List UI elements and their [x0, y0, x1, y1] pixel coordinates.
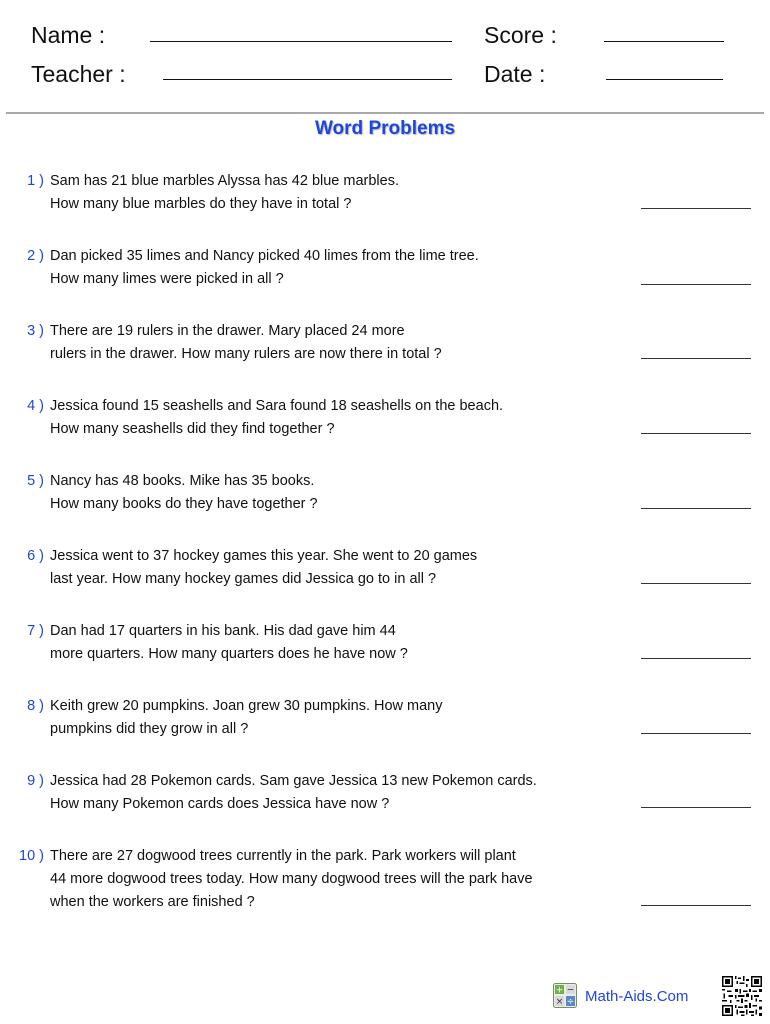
- answer-blank[interactable]: [641, 658, 751, 659]
- problem-text-line: Dan had 17 quarters in his bank. His dad gave him 44: [50, 623, 396, 639]
- problem-number: 7 ): [27, 623, 44, 639]
- problem-number: 3 ): [27, 323, 44, 339]
- date-field[interactable]: [606, 79, 723, 80]
- problem-text-line: Jessica had 28 Pokemon cards. Sam gave Jessica 13 new Pokemon cards.: [50, 773, 537, 789]
- problem-text-line: Keith grew 20 pumpkins. Joan grew 30 pumpkins. How many: [50, 698, 443, 714]
- answer-blank[interactable]: [641, 733, 751, 734]
- calculator-icon: [553, 983, 577, 1008]
- problem-number: 10 ): [19, 848, 44, 864]
- problem-text: [50, 545, 477, 591]
- problem-text-line: There are 19 rulers in the drawer. Mary placed 24 more: [50, 323, 405, 339]
- problem-number: 8 ): [27, 698, 44, 714]
- problem-number: 6 ): [27, 548, 44, 564]
- problem-text-line: when the workers are finished ?: [50, 894, 255, 910]
- worksheet-title: Word Problems: [314, 118, 456, 139]
- problem-number: 4 ): [27, 398, 44, 414]
- problem-text-line: Dan picked 35 limes and Nancy picked 40 limes from the lime tree.: [50, 248, 479, 264]
- answer-blank[interactable]: [641, 208, 751, 209]
- problem-number: 9 ): [27, 773, 44, 789]
- problem-text: [50, 620, 408, 666]
- header-divider: [6, 112, 764, 114]
- problem-text-line: Nancy has 48 books. Mike has 35 books.: [50, 473, 315, 489]
- problem-text-line: There are 27 dogwood trees currently in the park. Park workers will plant: [50, 848, 516, 864]
- date-label: Date :: [484, 61, 546, 87]
- problem-text-line: How many limes were picked in all ?: [50, 271, 284, 287]
- problem-text: [50, 170, 399, 216]
- name-label: Name :: [31, 22, 106, 48]
- problem-text-line: rulers in the drawer. How many rulers are now there in total ?: [50, 346, 442, 362]
- teacher-label: Teacher :: [31, 61, 126, 87]
- problem-text: [50, 470, 318, 516]
- problem-text-line: pumpkins did they grow in all ?: [50, 721, 249, 737]
- answer-blank[interactable]: [641, 358, 751, 359]
- problem-number: 1 ): [27, 173, 44, 189]
- problem-text-line: How many blue marbles do they have in total ?: [50, 196, 352, 212]
- problem-text-line: Jessica found 15 seashells and Sara found 18 seashells on the beach.: [50, 398, 504, 414]
- answer-blank[interactable]: [641, 284, 751, 285]
- problem-text-line: more quarters. How many quarters does he have now ?: [50, 646, 408, 662]
- problem-text-line: How many books do they have together ?: [50, 496, 318, 512]
- problem-text-line: How many Pokemon cards does Jessica have now ?: [50, 796, 390, 812]
- name-field[interactable]: [150, 41, 452, 42]
- svg-text:+: +: [555, 985, 564, 996]
- teacher-field[interactable]: [163, 79, 452, 80]
- answer-blank[interactable]: [641, 583, 751, 584]
- svg-text:÷: ÷: [566, 997, 575, 1007]
- answer-blank[interactable]: [641, 807, 751, 808]
- problem-text-line: Jessica went to 37 hockey games this year. She went to 20 games: [50, 548, 478, 564]
- qr-code-icon: [722, 976, 762, 1016]
- problem-number: 2 ): [27, 248, 44, 264]
- problem-text: [50, 695, 443, 741]
- problem-number: 5 ): [27, 473, 44, 489]
- answer-blank[interactable]: [641, 508, 751, 509]
- problem-text-line: 44 more dogwood trees today. How many dogwood trees will the park have: [50, 871, 533, 887]
- problem-text: [50, 845, 533, 914]
- problem-text: [50, 320, 442, 366]
- score-field[interactable]: [604, 41, 724, 42]
- svg-text:−: −: [566, 985, 575, 996]
- site-logo[interactable]: Math-Aids.Com: [585, 988, 689, 1005]
- problem-text-line: Sam has 21 blue marbles Alyssa has 42 blue marbles.: [50, 173, 399, 189]
- score-label: Score :: [484, 22, 557, 48]
- problem-text-line: How many seashells did they find together ?: [50, 421, 335, 437]
- problem-text-line: last year. How many hockey games did Jessica go to in all ?: [50, 571, 437, 587]
- problem-text: [50, 770, 537, 816]
- answer-blank[interactable]: [641, 905, 751, 906]
- svg-text:×: ×: [555, 997, 564, 1007]
- problem-text: [50, 245, 479, 291]
- answer-blank[interactable]: [641, 433, 751, 434]
- problem-text: [50, 395, 503, 441]
